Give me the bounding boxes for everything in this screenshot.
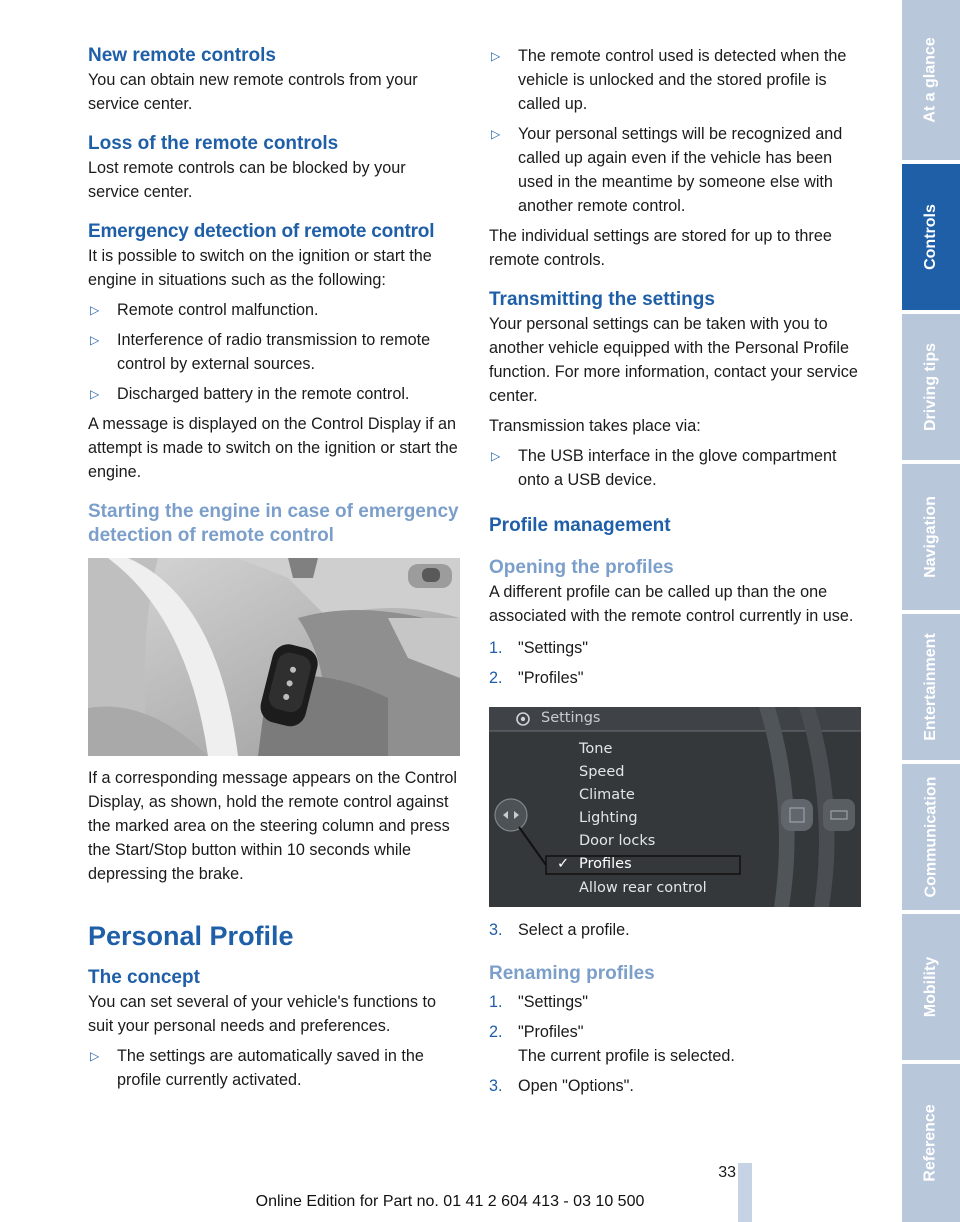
- transmission-list: [489, 444, 861, 492]
- left-column: [88, 44, 460, 1092]
- heading-starting-engine: Starting the engine in case of emergency detection of remote control: [88, 501, 459, 546]
- tab-reference[interactable]: Reference: [902, 1064, 960, 1222]
- list-item: ▷ Discharged battery in the remote control.: [88, 382, 460, 406]
- tab-communication[interactable]: Communication: [902, 764, 960, 910]
- menu-item-door-locks: Door locks: [579, 833, 656, 849]
- step-item: 1. "Settings": [489, 993, 588, 1011]
- step-item: 3. Open "Options".: [489, 1077, 634, 1095]
- tab-navigation[interactable]: Navigation: [902, 464, 960, 610]
- heading-loss-remote-controls: Loss of the remote controls: [88, 133, 339, 154]
- step-note: The current profile is selected.: [518, 1047, 735, 1065]
- concept-list-continued: [489, 44, 861, 218]
- list-item: ▷ Interference of radio transmission to remote control by external sources.: [88, 328, 460, 376]
- opening-step-3: [489, 918, 861, 942]
- list-item: ▷ Remote control malfunction.: [88, 298, 460, 322]
- heading-the-concept: The concept: [88, 967, 200, 988]
- list-item: ▷ The settings are automatically saved in the profile currently activated.: [88, 1044, 460, 1092]
- remote-key-illustration: [88, 558, 460, 756]
- heading-personal-profile: Personal Profile: [88, 921, 294, 951]
- heading-profile-management: Profile management: [489, 515, 671, 536]
- right-column: [489, 44, 861, 1098]
- control-display-graphic: [489, 707, 861, 907]
- opening-steps: [489, 636, 861, 690]
- menu-item-climate: Climate: [579, 787, 635, 803]
- step-item: 2. "Profiles": [489, 669, 584, 687]
- step-item: 2. "Profiles" The current profile is selected.: [489, 1023, 735, 1065]
- tab-driving-tips[interactable]: Driving tips: [902, 314, 960, 460]
- text-opening-profiles: A different profile can be called up than the one associated with the remote control currently in use.: [489, 583, 854, 625]
- triangle-bullet-icon: ▷: [90, 1049, 100, 1063]
- menu-item-tone: Tone: [579, 741, 613, 757]
- text-the-concept: You can set several of your vehicle's functions to suit your personal needs and preferences.: [88, 993, 437, 1035]
- tab-entertainment[interactable]: Entertainment: [902, 614, 960, 760]
- heading-renaming-profiles: Renaming profiles: [489, 963, 655, 984]
- list-item: ▷ The USB interface in the glove compartment onto a USB device.: [489, 444, 861, 492]
- steering-column-photo: [88, 558, 460, 756]
- text-emergency-message: A message is displayed on the Control Display if an attempt is made to switch on the ignition or start the engine.: [88, 415, 458, 481]
- step-item: 3. Select a profile.: [489, 921, 630, 939]
- text-new-remote-controls: You can obtain new remote controls from your service center.: [88, 71, 418, 113]
- text-loss-remote-controls: Lost remote controls can be blocked by your service center.: [88, 159, 406, 201]
- chapter-sidebar: [902, 0, 960, 1222]
- triangle-bullet-icon: ▷: [90, 333, 100, 347]
- text-emergency-intro: It is possible to switch on the ignition or start the engine in situations such as the following:: [88, 247, 432, 289]
- tab-mobility[interactable]: Mobility: [902, 914, 960, 1060]
- checkmark-icon: ✓: [557, 856, 570, 872]
- triangle-bullet-icon: ▷: [491, 127, 501, 141]
- tab-at-a-glance[interactable]: At a glance: [902, 0, 960, 160]
- renaming-steps: [489, 990, 861, 1098]
- emergency-situation-list: [88, 298, 460, 406]
- concept-list: [88, 1044, 460, 1092]
- triangle-bullet-icon: ▷: [90, 303, 100, 317]
- step-item: 1. "Settings": [489, 639, 588, 657]
- heading-new-remote-controls: New remote controls: [88, 45, 276, 66]
- menu-item-speed: Speed: [579, 764, 625, 780]
- control-display-screenshot: [489, 707, 861, 907]
- text-transmission-via: Transmission takes place via:: [489, 417, 701, 435]
- screen-title: Settings: [541, 710, 601, 726]
- triangle-bullet-icon: ▷: [491, 49, 501, 63]
- text-transmitting-settings: Your personal settings can be taken with you to another vehicle equipped with the Personal Profile function. For more information, contact your service center.: [489, 315, 858, 405]
- list-item: ▷ The remote control used is detected when the vehicle is unlocked and the stored profile is called up.: [489, 44, 861, 116]
- tab-controls[interactable]: Controls: [902, 164, 960, 310]
- heading-opening-profiles: Opening the profiles: [489, 557, 674, 578]
- menu-item-allow-rear-control: Allow rear control: [579, 880, 707, 896]
- page-number: 33: [718, 1164, 736, 1181]
- menu-item-profiles: Profiles: [579, 856, 632, 872]
- heading-transmitting-settings: Transmitting the settings: [489, 289, 715, 310]
- triangle-bullet-icon: ▷: [491, 449, 501, 463]
- footer-edition: Online Edition for Part no. 01 41 2 604 413 - 03 10 500: [255, 1193, 645, 1210]
- heading-emergency-detection: Emergency detection of remote control: [88, 221, 435, 242]
- text-settings-stored: The individual settings are stored for up to three remote controls.: [489, 227, 832, 269]
- text-starting-engine: If a corresponding message appears on the Control Display, as shown, hold the remote control against the marked area on the steering column and press the Start/Stop button within 10 seconds while depressing the brake.: [88, 769, 457, 883]
- menu-item-lighting: Lighting: [579, 810, 638, 826]
- triangle-bullet-icon: ▷: [90, 387, 100, 401]
- list-item: ▷ Your personal settings will be recognized and called up again even if the vehicle has been used in the meantime by someone else with another remote control.: [489, 122, 861, 218]
